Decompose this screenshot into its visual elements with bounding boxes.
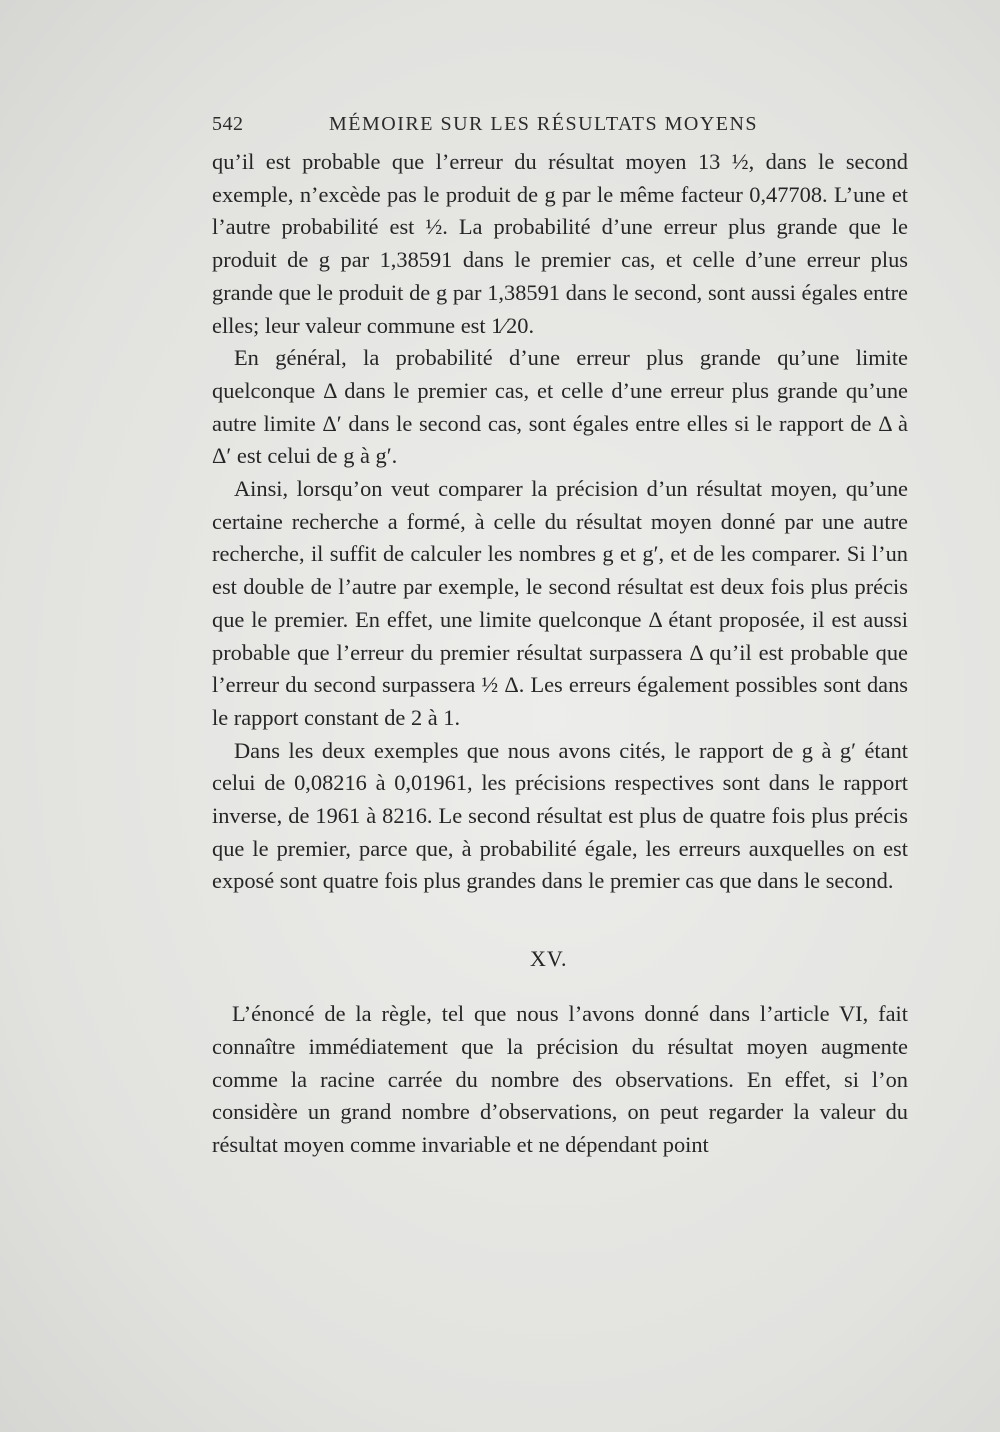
paragraph-3: Ainsi, lorsqu’on veut comparer la précision d’un résultat moyen, qu’une certaine recherche a formé, à celle du résultat moyen donné par une autre recherche, il suffit de calculer les nombres g et g′, et de les comparer. Si l’un est double de l’autre par exemple, le second résultat est deux fois plus précis que le premier. En effet, une limite quelconque Δ étant proposée, il est aussi probable que l’erreur du premier résultat surpassera Δ qu’il est probable que l’erreur du second surpassera ½ Δ. Les erreurs également possibles sont dans le rapport constant de 2 à 1. bbox=[212, 476, 908, 730]
section-heading: XV. bbox=[530, 946, 568, 972]
body-text bbox=[212, 146, 908, 1162]
page-number: 542 bbox=[212, 113, 244, 135]
paragraph-2: En général, la probabilité d’une erreur plus grande qu’une limite quelconque Δ dans le premier cas, et celle d’une erreur plus grande qu’une autre limite Δ′ dans le second cas, sont égales entre elles si le rapport de Δ à Δ′ est celui de g à g′. bbox=[212, 345, 908, 469]
page-header bbox=[212, 113, 912, 143]
paragraph-1: qu’il est probable que l’erreur du résultat moyen 13 ½, dans le second exemple, n’excède pas le produit de g par le même facteur 0,47708. L’une et l’autre probabilité est ½. La probabilité d’une erreur plus grande que le produit de g par 1,38591 dans le premier cas, et celle d’une erreur plus grande que le produit de g par 1,38591 dans le second, sont aussi égales entre elles; leur valeur commune est 1⁄20. bbox=[212, 149, 908, 338]
running-title: MÉMOIRE SUR LES RÉSULTATS MOYENS bbox=[329, 113, 759, 135]
section-paragraph: L’énoncé de la règle, tel que nous l’avons donné dans l’article VI, fait connaître immédiatement que la précision du résultat moyen augmente comme la racine carrée du nombre des observations. En effet, si l’on considère un grand nombre d’observations, on peut regarder la valeur du résultat moyen comme invariable et ne dépendant point bbox=[212, 1001, 908, 1157]
paragraph-4: Dans les deux exemples que nous avons cités, le rapport de g à g′ étant celui de 0,08216 à 0,01961, les précisions respectives sont dans le rapport inverse, de 1961 à 8216. Le second résultat est plus de quatre fois plus précis que le premier, parce que, à probabilité égale, les erreurs auxquelles on est exposé sont quatre fois plus grandes dans le premier cas que dans le second. bbox=[212, 737, 908, 894]
